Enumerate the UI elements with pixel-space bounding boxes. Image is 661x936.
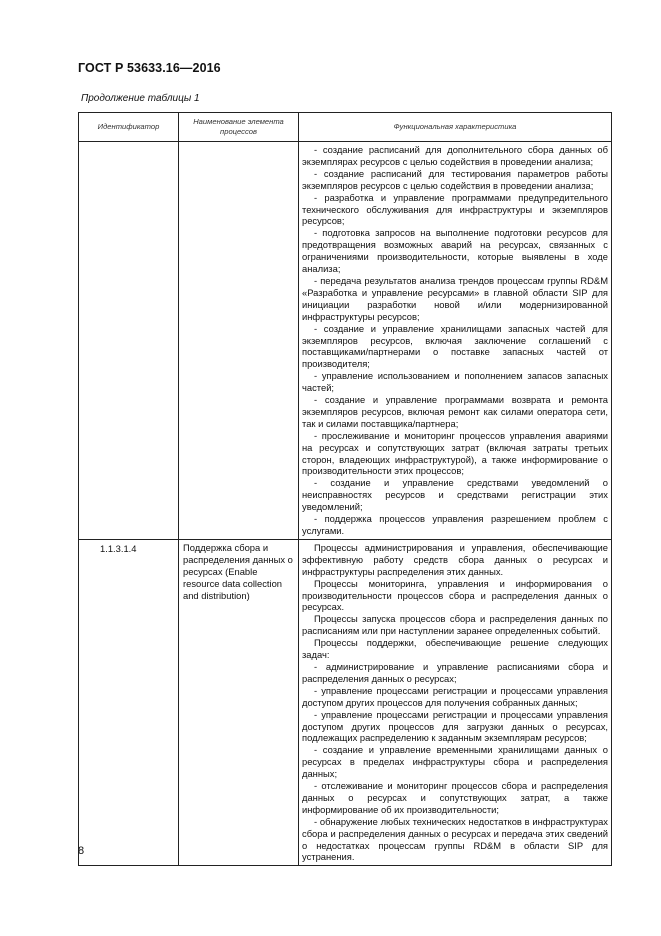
description-item: - управление процессами регистрации и процессами управления доступом других процессов для загрузки данных о ресурсах, подлежащих распределению к заданным экземплярам ресурсов; [302, 708, 608, 744]
description-item: - прослеживание и мониторинг процессов управления авариями на ресурсах и сопутствующих затрат (включая затраты третьих сторон, владеющих инфраструктурой), а также информирование о производительности этих процессов; [302, 429, 608, 477]
table-row [79, 539, 612, 865]
row-element-name [179, 142, 299, 540]
description-item: - передача результатов анализа трендов процессам группы RD&M «Разработка и управление ресурсами» в главной области SIP для инициации разработки новой и/или модернизированной инфраструктуры ресурсов; [302, 274, 608, 322]
row-identifier [79, 142, 179, 540]
description-item: Процессы мониторинга, управления и информирования о производительности процессов сбора и распределения данных о ресурсах. [302, 577, 608, 613]
description-item: - администрирование и управление расписаниями сбора и распределения данных о ресурсах; [302, 660, 608, 684]
description-item: Процессы администрирования и управления, обеспечивающие эффективную работу средств сбора данных о ресурсах и инфраструктуры распределения этих данных. [302, 541, 608, 577]
description-item: - создание и управление средствами уведомлений о неисправностях ресурсов и средствами регистрации этих уведомлений; [302, 477, 608, 513]
column-header-element-name: Наименование элемента процессов [179, 113, 299, 142]
description-item: - создание и управление программами возврата и ремонта экземпляров ресурсов, включая ремонт как силами оператора сети, так и силами поставщика/партнера; [302, 394, 608, 429]
standard-header: ГОСТ Р 53633.16—2016 [78, 61, 221, 75]
description-item: - управление использованием и пополнением запасов запасных частей; [302, 370, 608, 394]
description-item: - создание расписаний для тестирования параметров работы экземпляров ресурсов с целью содействия в проведении анализа; [302, 167, 608, 191]
row-description [299, 539, 612, 865]
description-item: - подготовка запросов на выполнение подготовки ресурсов для предотвращения возможных аварий на ресурсах, связанных с ограничениями производительности, которые выявлены в ходе анализа; [302, 227, 608, 275]
description-item: - создание расписаний для дополнительного сбора данных об экземплярах ресурсов с целью содействия в проведении анализа; [302, 144, 608, 167]
table-row [79, 142, 612, 540]
description-item: - разработка и управление программами предупредительного технического обслуживания для инфраструктуры и экземпляров ресурсов; [302, 191, 608, 227]
column-header-identifier: Идентификатор [79, 113, 179, 142]
description-item: - создание и управление временными хранилищами данных о ресурсах в пределах инфраструктуры сбора и распределения данных; [302, 744, 608, 780]
row-identifier: 1.1.3.1.4 [79, 539, 179, 865]
table-header-row [79, 113, 612, 142]
description-item: Процессы запуска процессов сбора и распределения данных по расписаниям или при наступлении заранее определенных событий. [302, 613, 608, 637]
page-number: 8 [78, 845, 85, 857]
description-item: Процессы поддержки, обеспечивающие решение следующих задач: [302, 637, 608, 661]
description-item: - отслеживание и мониторинг процессов сбора и распределения данных о ресурсах и сопутствующих затрат, а также информирование об их производительности; [302, 780, 608, 815]
column-header-functional-characteristic: Функциональная характеристика [299, 113, 612, 142]
description-item: - обнаружение любых технических недостатков в инфраструктурах сбора и распределения данных о ресурсах и передача этих сведений о недостатках процессам группы RD&M в области SIP для устранения. [302, 815, 608, 863]
row-description [299, 142, 612, 540]
row-element-name: Поддержка сбора и распределения данных о ресурсах (Enable resource data collection and distribution) [179, 539, 299, 865]
description-item: - управление процессами регистрации и процессами управления доступом других процессов для получения собранных данных; [302, 684, 608, 708]
process-table [78, 112, 612, 866]
table-caption: Продолжение таблицы 1 [81, 93, 200, 104]
description-item: - создание и управление хранилищами запасных частей для экземпляров ресурсов, включая заключение соглашений с поставщиками/партнерами о поставке запасных частей от производителя; [302, 322, 608, 370]
description-item: - поддержка процессов управления разрешением проблем с услугами. [302, 513, 608, 536]
